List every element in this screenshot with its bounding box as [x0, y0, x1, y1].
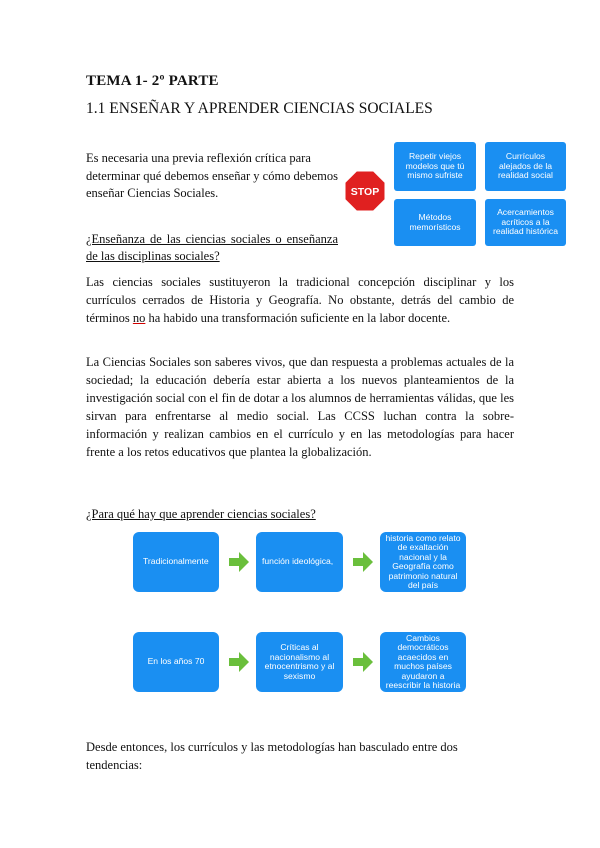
topic-title: TEMA 1- 2º PARTE: [86, 73, 219, 89]
closing-paragraph: Desde entonces, los currículos y las metodologías han basculado entre dos tendencias:: [86, 740, 458, 772]
flow-box: función ideológica,: [256, 532, 343, 592]
arrow-right-icon: [353, 652, 373, 672]
flow-box: Críticas al nacionalismo al etnocentrismo y al sexismo: [256, 632, 343, 692]
arrow-right-icon: [353, 552, 373, 572]
section-heading: 1.1 ENSEÑAR Y APRENDER CIENCIAS SOCIALES: [86, 100, 433, 117]
problem-box: Métodos memorísticos: [394, 199, 476, 246]
problem-box: Acercamientos acríticos a la realidad histórica: [485, 199, 566, 246]
body-paragraph: [86, 273, 514, 327]
arrow-right-icon: [229, 552, 249, 572]
flow-box: En los años 70: [133, 632, 219, 692]
stop-sign-label: STOP: [350, 186, 380, 198]
text-run: Las ciencias sociales sustituyeron la tradicional concepción disciplinar y los currículos cerrados de Historia y Geografía. No obstante, detrás del cambio de términos: [86, 275, 514, 325]
body-paragraph: La Ciencias Sociales son saberes vivos, que dan respuesta a problemas actuales de la sociedad; la educación debería estar abierta a los nuevos planteamientos de la investigación social con el fin de dotar a los alumnos de herramientas válidas, que les sirvan para enfrentarse al medio social. Las CCSS luchan contra la sobre-información y realizan cambios en el currículo y en las metodologías para hacer frente a los retos educativos que plantea la globalización.: [86, 355, 514, 459]
flow-box: Tradicionalmente: [133, 532, 219, 592]
problem-box: Currículos alejados de la realidad social: [485, 142, 566, 191]
stop-sign-icon: [344, 170, 386, 212]
flow-box: Cambios democráticos acaecidos en muchos países ayudaron a reescribir la historia: [380, 632, 466, 692]
problem-box: Repetir viejos modelos que tú mismo sufriste: [394, 142, 476, 191]
marked-word: no: [132, 311, 146, 325]
arrow-right-icon: [229, 652, 249, 672]
question-heading: ¿Para qué hay que aprender ciencias sociales?: [86, 507, 316, 521]
flow-box: historia como relato de exaltación nacional y la Geografía como patrimonio natural del país: [380, 532, 466, 592]
text-run: ha habido una transformación suficiente en la labor docente.: [145, 311, 451, 325]
question-heading: ¿Enseñanza de las ciencias sociales o enseñanza de las disciplinas sociales?: [86, 232, 338, 263]
intro-paragraph: Es necesaria una previa reflexión crítica para determinar qué debemos enseñar y cómo debemos enseñar Ciencias Sociales.: [86, 151, 338, 200]
